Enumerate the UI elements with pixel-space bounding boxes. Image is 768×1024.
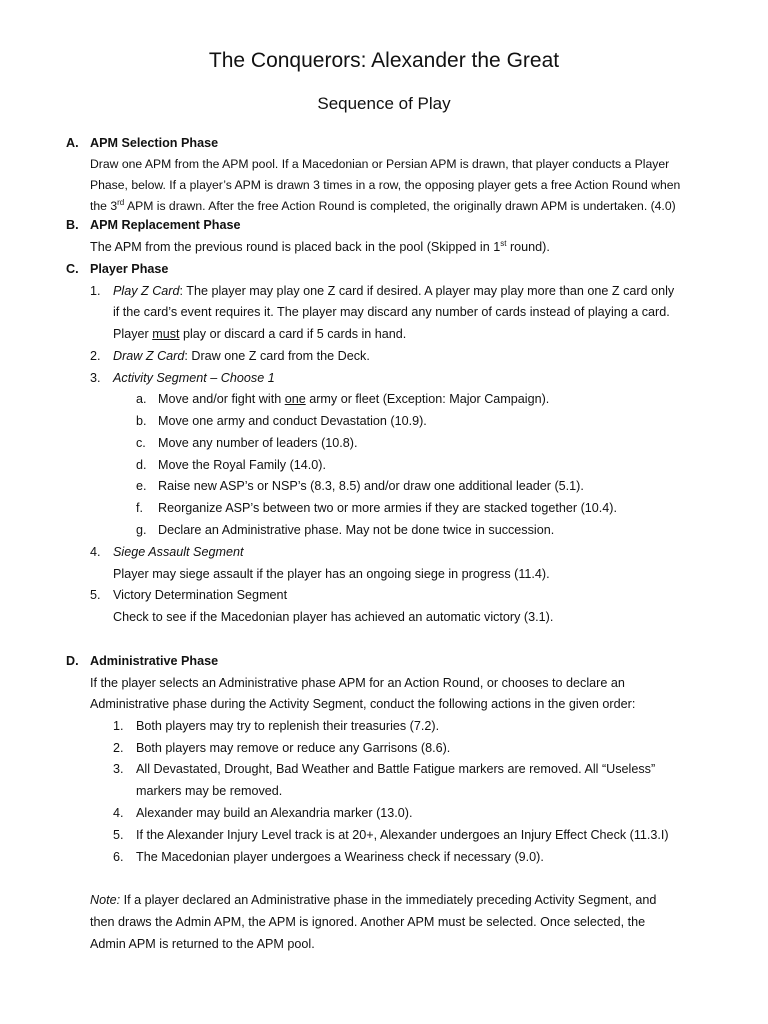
d-item-number: 2. (113, 741, 124, 755)
c-3-sub-letter: g. (136, 523, 147, 537)
c-item-1-line-3-post: play or discard a card if 5 cards in hand. (179, 327, 407, 341)
c-3-sub-a-post: army or fleet (Exception: Major Campaign). (305, 392, 550, 406)
section-d-intro-1: If the player selects an Administrative phase APM for an Action Round, or chooses to declare an (90, 676, 625, 690)
c-item-1-line-2: if the card’s event requires it. The player may discard any number of cards instead of playing a card. (113, 305, 670, 319)
c-item-1-text: : The player may play one Z card if desired. A player may play more than one Z card only (179, 284, 675, 298)
note-line-3: Admin APM is returned to the APM pool. (90, 937, 315, 951)
section-d-heading: Administrative Phase (90, 654, 219, 668)
section-a-line-1: Draw one APM from the APM pool. If a Macedonian or Persian APM is drawn, that player conducts a Player (90, 157, 670, 171)
d-item-text: Alexander may build an Alexandria marker (13.0). (136, 806, 413, 820)
c-item-4-number: 4. (90, 545, 101, 559)
c-item-1-number: 1. (90, 284, 101, 298)
d-item-text: All Devastated, Drought, Bad Weather and Battle Fatigue markers are removed. All “Useless” (136, 762, 656, 776)
section-a-line-3 (90, 197, 676, 215)
c-item-3-number: 3. (90, 371, 101, 385)
note-line-2: then draws the Admin APM, the APM is ignored. Another APM must be selected. Once selected, the (90, 915, 646, 929)
c-3-sub-item: Raise new ASP’s or NSP’s (8.3, 8.5) and/or draw one additional leader (5.1). (158, 479, 584, 493)
d-item-text: Both players may remove or reduce any Garrisons (8.6). (136, 741, 451, 755)
c-3-sub-letter: a. (136, 392, 147, 406)
c-item-5-line-2: Check to see if the Macedonian player has achieved an automatic victory (3.1). (113, 610, 554, 624)
section-a-letter: A. (66, 136, 79, 150)
section-b-line-1-sup: st (500, 238, 507, 248)
d-item-text: Both players may try to replenish their treasuries (7.2). (136, 719, 440, 733)
section-c-heading: Player Phase (90, 262, 169, 276)
c-3-sub-letter: c. (136, 436, 146, 450)
c-3-sub-a-one: one (284, 392, 306, 406)
c-item-1-line-1 (113, 282, 674, 300)
note-label: Note: (90, 893, 121, 907)
d-item-text: The Macedonian player undergoes a Weariness check if necessary (9.0). (136, 850, 544, 864)
d-item-text-cont: markers may be removed. (136, 784, 283, 798)
c-item-2-title: Draw Z Card (113, 349, 185, 363)
d-item-text: If the Alexander Injury Level track is at 20+, Alexander undergoes an Injury Effect Check (11.3.I) (136, 828, 669, 842)
document-title: The Conquerors: Alexander the Great (208, 49, 560, 72)
c-item-1-line-3 (113, 325, 406, 343)
section-d-intro-2: Administrative phase during the Activity Segment, conduct the following actions in the given order: (90, 697, 636, 711)
section-b-line-1 (90, 238, 550, 256)
c-item-1-title: Play Z Card (113, 284, 180, 298)
section-a-line-3-pre: the 3 (90, 199, 118, 213)
section-a-line-3-post: APM is drawn. After the free Action Round is completed, the originally drawn APM is undertaken. (4.0) (124, 199, 676, 213)
c-3-sub-item (158, 390, 549, 408)
note-text-1: If a player declared an Administrative phase in the immediately preceding Activity Segment, and (120, 893, 657, 907)
section-b-heading: APM Replacement Phase (90, 218, 241, 232)
note-line-1 (90, 891, 656, 909)
c-3-sub-item: Move one army and conduct Devastation (10.9). (158, 414, 427, 428)
c-item-2-line (113, 347, 370, 365)
c-item-4-line-2: Player may siege assault if the player has an ongoing siege in progress (11.4). (113, 567, 550, 581)
section-a-line-3-sup: rd (117, 197, 125, 207)
d-item-number: 6. (113, 850, 124, 864)
c-3-sub-item: Reorganize ASP’s between two or more armies if they are stacked together (10.4). (158, 501, 617, 515)
c-item-2-text: : Draw one Z card from the Deck. (184, 349, 370, 363)
document-subtitle: Sequence of Play (317, 94, 451, 113)
c-3-sub-letter: f. (136, 501, 143, 515)
section-a-line-2: Phase, below. If a player’s APM is drawn 3 times in a row, the opposing player gets a free Action Round when (90, 178, 681, 192)
c-3-sub-letter: d. (136, 458, 147, 472)
section-d-letter: D. (66, 654, 79, 668)
c-item-1-line-3-pre: Player (113, 327, 153, 341)
c-3-sub-letter: b. (136, 414, 147, 428)
d-item-number: 1. (113, 719, 124, 733)
d-item-number: 5. (113, 828, 124, 842)
d-item-number: 4. (113, 806, 124, 820)
c-3-sub-a-pre: Move and/or fight with (158, 392, 285, 406)
c-item-2-number: 2. (90, 349, 101, 363)
section-a-heading: APM Selection Phase (90, 136, 219, 150)
section-b-letter: B. (66, 218, 79, 232)
d-item-number: 3. (113, 762, 124, 776)
c-3-sub-item: Declare an Administrative phase. May not be done twice in succession. (158, 523, 555, 537)
section-b-line-1-pre: The APM from the previous round is placed back in the pool (Skipped in 1 (90, 240, 501, 254)
c-item-3-title: Activity Segment – Choose 1 (113, 371, 275, 385)
c-item-5-title: Victory Determination Segment (113, 588, 288, 602)
c-3-sub-letter: e. (136, 479, 147, 493)
c-item-5-number: 5. (90, 588, 101, 602)
section-c-letter: C. (66, 262, 79, 276)
c-3-sub-item: Move the Royal Family (14.0). (158, 458, 326, 472)
c-item-4-title: Siege Assault Segment (113, 545, 244, 559)
section-b-line-1-post: round). (506, 240, 550, 254)
c-3-sub-item: Move any number of leaders (10.8). (158, 436, 358, 450)
c-item-1-must: must (152, 327, 180, 341)
